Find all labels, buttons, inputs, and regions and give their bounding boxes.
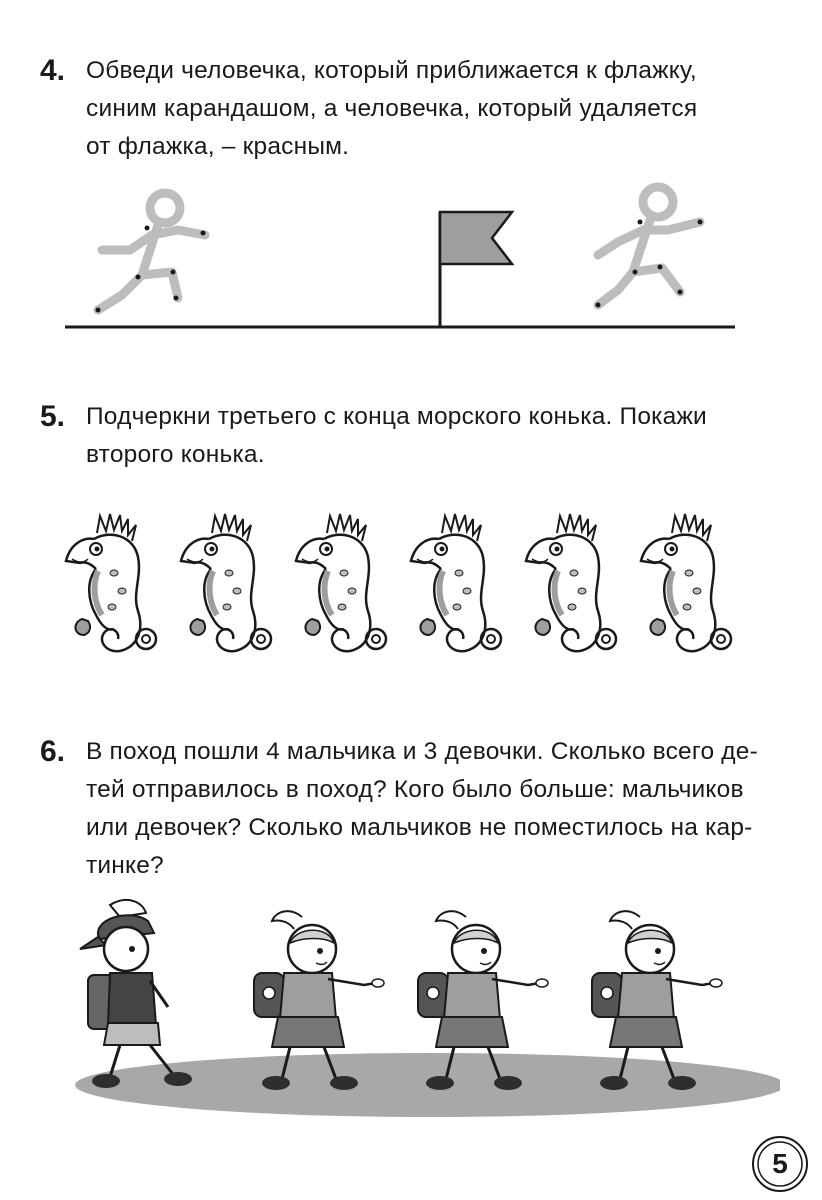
seahorse-icon[interactable]	[66, 514, 156, 651]
task-6	[40, 733, 780, 885]
seahorse-icon[interactable]	[181, 514, 271, 651]
running-man-icon[interactable]	[598, 187, 700, 305]
task-4	[40, 52, 780, 166]
task-text-line: Подчеркни третьего с конца морского конька. Покажи	[86, 403, 707, 430]
task-text	[86, 398, 780, 474]
task-number: 5.	[40, 400, 66, 433]
task-text	[86, 733, 780, 885]
task-text	[86, 52, 780, 166]
task-number: 6.	[40, 735, 66, 768]
task-text-line: тинке?	[86, 852, 164, 879]
seahorse-icon[interactable]	[411, 514, 501, 651]
task-text-line: тей отправилось в поход? Кого было больше: мальчиков	[86, 776, 744, 803]
task-text-line: второго конька.	[86, 441, 265, 468]
seahorse-icon[interactable]	[641, 514, 731, 651]
task-text-line: синим карандашом, а человечка, который удаляется	[86, 95, 698, 122]
seahorse-icon[interactable]	[526, 514, 616, 651]
running-man-icon[interactable]	[98, 193, 205, 310]
task-text-line: В поход пошли 4 мальчика и 3 девочки. Сколько всего де-	[86, 738, 758, 765]
flag-icon	[440, 212, 512, 327]
seahorse-row	[60, 505, 760, 675]
running-scene	[60, 180, 740, 340]
seahorse-icon[interactable]	[296, 514, 386, 651]
page-number: 5	[772, 1148, 788, 1179]
task-5	[40, 398, 780, 474]
kids-scene	[60, 895, 780, 1120]
task-text-line: от флажка, – красным.	[86, 133, 350, 160]
task-text-line: Обведи человечка, который приближается к флажку,	[86, 57, 697, 84]
task-text-line: или девочек? Сколько мальчиков не поместилось на кар-	[86, 814, 753, 841]
boy-hiker-icon[interactable]	[80, 900, 192, 1088]
task-number: 4.	[40, 54, 66, 87]
page-number-badge	[750, 1134, 810, 1194]
